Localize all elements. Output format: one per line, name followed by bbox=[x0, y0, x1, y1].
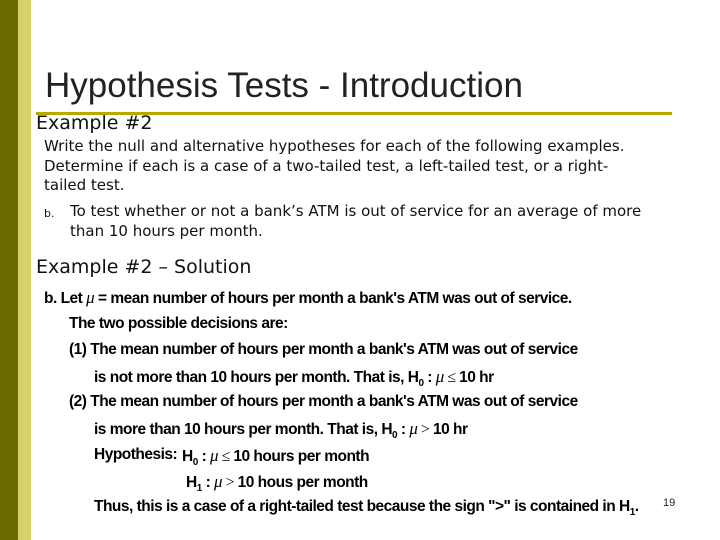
decision2-sub: 0 bbox=[392, 430, 398, 442]
mu-symbol: μ bbox=[435, 367, 444, 386]
page-number: 19 bbox=[663, 497, 676, 509]
null-hypothesis bbox=[182, 446, 369, 468]
mu-symbol: μ bbox=[86, 288, 95, 307]
mu-symbol: μ bbox=[214, 472, 223, 491]
left-accent-bar-light bbox=[18, 0, 31, 540]
conclusion-text: Thus, this is a case of a right-tailed test because the sign ">" is contained in H bbox=[94, 498, 630, 515]
decision2-colon: : bbox=[397, 421, 410, 438]
solution-line-decision1-cont bbox=[94, 367, 494, 389]
h0-sub: 0 bbox=[192, 457, 198, 469]
decision1-text: is not more than 10 hours per month. That is, H bbox=[94, 369, 419, 386]
conclusion-line bbox=[94, 498, 639, 518]
mu-symbol: μ bbox=[409, 419, 418, 438]
alternative-hypothesis bbox=[186, 472, 368, 494]
relation-symbol: ≤ bbox=[443, 369, 460, 386]
relation-symbol: ≤ bbox=[218, 448, 234, 465]
example-heading: Example #2 bbox=[36, 112, 153, 134]
h0-letter: H bbox=[182, 448, 193, 465]
conclusion-end: . bbox=[634, 498, 639, 515]
solution-line-decisions: The two possible decisions are: bbox=[69, 315, 288, 332]
intro-text: Write the null and alternative hypotheses for each of the following examples. Determine if each is a case of a two-tailed test, a left-tailed test, or a right-tailed test. bbox=[44, 137, 625, 194]
hypothesis-label: Hypothesis: bbox=[94, 446, 178, 463]
decision1-colon: : bbox=[423, 369, 436, 386]
mu-symbol: μ bbox=[210, 446, 219, 465]
relation-symbol: > bbox=[417, 421, 433, 438]
list-marker-b: b. bbox=[44, 207, 55, 220]
solution-line1-rest: = mean number of hours per month a bank's ATM was out of service. bbox=[94, 290, 572, 307]
decision2-tail: 10 hr bbox=[432, 421, 468, 438]
h1-tail: 10 hous per month bbox=[237, 474, 368, 491]
h1-colon: : bbox=[201, 474, 215, 491]
h1-letter: H bbox=[186, 474, 197, 491]
solution-line-decision1: (1) The mean number of hours per month a bank's ATM was out of service bbox=[69, 341, 578, 358]
conclusion-sub: 1 bbox=[629, 507, 635, 519]
h1-sub: 1 bbox=[196, 483, 202, 495]
list-item-b-text: To test whether or not a bank’s ATM is out of service for an average of more than 10 hours per month. bbox=[70, 202, 642, 240]
h0-tail: 10 hours per month bbox=[233, 448, 370, 465]
relation-symbol: > bbox=[222, 474, 238, 491]
decision2-text: is more than 10 hours per month. That is, H bbox=[94, 421, 393, 438]
slide-title: Hypothesis Tests - Introduction bbox=[45, 66, 523, 105]
left-accent-bar-dark bbox=[0, 0, 18, 540]
solution-line1-prefix: b. Let bbox=[44, 290, 87, 307]
decision1-tail: 10 hr bbox=[459, 369, 494, 386]
h0-colon: : bbox=[197, 448, 211, 465]
solution-line-let bbox=[44, 288, 572, 308]
solution-line-decision2-cont bbox=[94, 419, 468, 441]
solution-line-decision2: (2) The mean number of hours per month a bank's ATM was out of service bbox=[69, 393, 578, 410]
decision1-sub: 0 bbox=[418, 378, 424, 390]
list-item-b bbox=[44, 202, 644, 241]
solution-heading: Example #2 – Solution bbox=[36, 256, 252, 278]
